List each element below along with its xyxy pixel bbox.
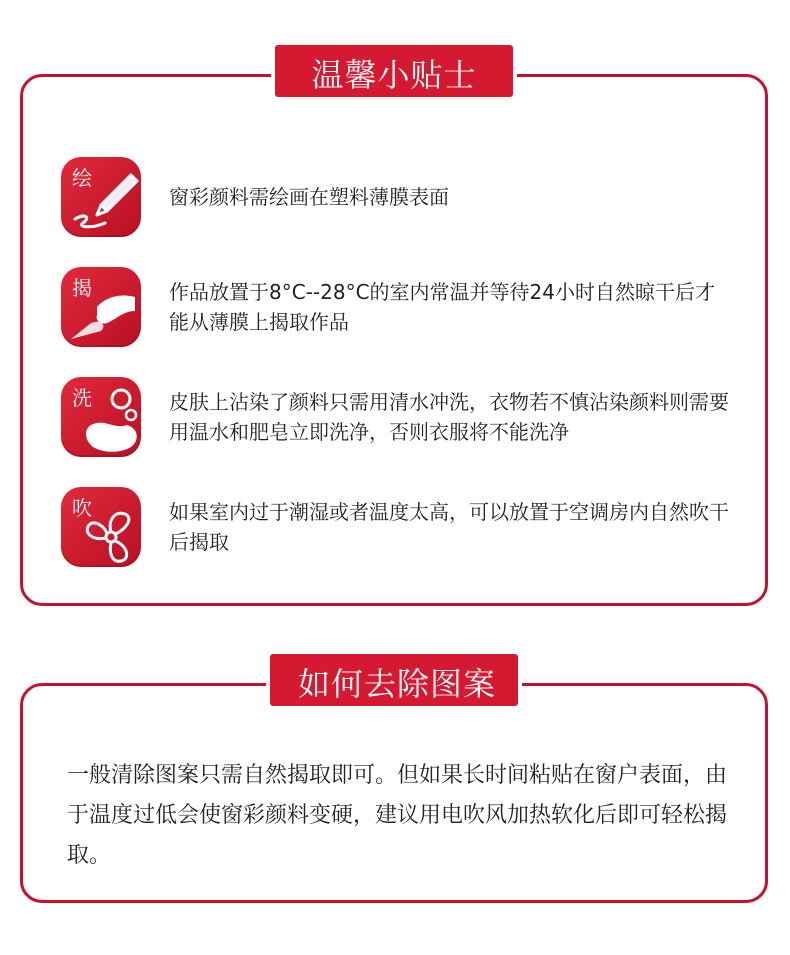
tip-text: 如果室内过于潮湿或者温度太高，可以放置于空调房内自然吹干后揭取	[169, 500, 729, 554]
remove-pattern-panel	[20, 665, 768, 903]
tip-item-draw	[61, 157, 729, 237]
tips-panel	[20, 56, 768, 606]
peel-hand-icon	[61, 267, 141, 347]
remove-instructions: 一般清除图案只需自然揭取即可。但如果长时间粘贴在窗户表面，由于温度过低会使窗彩颜料变硬，建议用电吹风加热软化后即可轻松揭取。	[67, 763, 728, 868]
wash-bubbles-icon	[61, 377, 141, 457]
tip-item-wash	[61, 377, 729, 457]
tip-item-dry	[61, 487, 729, 567]
tip-text: 皮肤上沾染了颜料只需用清水冲洗，衣物若不慎沾染颜料则需要用温水和肥皂立即洗净，否则衣服将不能洗净	[169, 390, 729, 444]
icon-char: 洗	[72, 386, 92, 410]
icon-char: 吹	[72, 496, 92, 520]
tip-text: 作品放置于8°C--28°C的室内常温并等待24小时自然晾干后才能从薄膜上揭取作品	[169, 280, 715, 334]
remove-title: 如何去除图案	[266, 650, 522, 710]
icon-char: 揭	[72, 276, 92, 300]
paint-pen-icon	[61, 157, 141, 237]
icon-char: 绘	[72, 166, 92, 190]
tip-text: 窗彩颜料需绘画在塑料薄膜表面	[169, 185, 449, 209]
tips-title: 温馨小贴士	[271, 41, 517, 101]
tip-item-peel	[61, 267, 729, 347]
fan-icon	[61, 487, 141, 567]
